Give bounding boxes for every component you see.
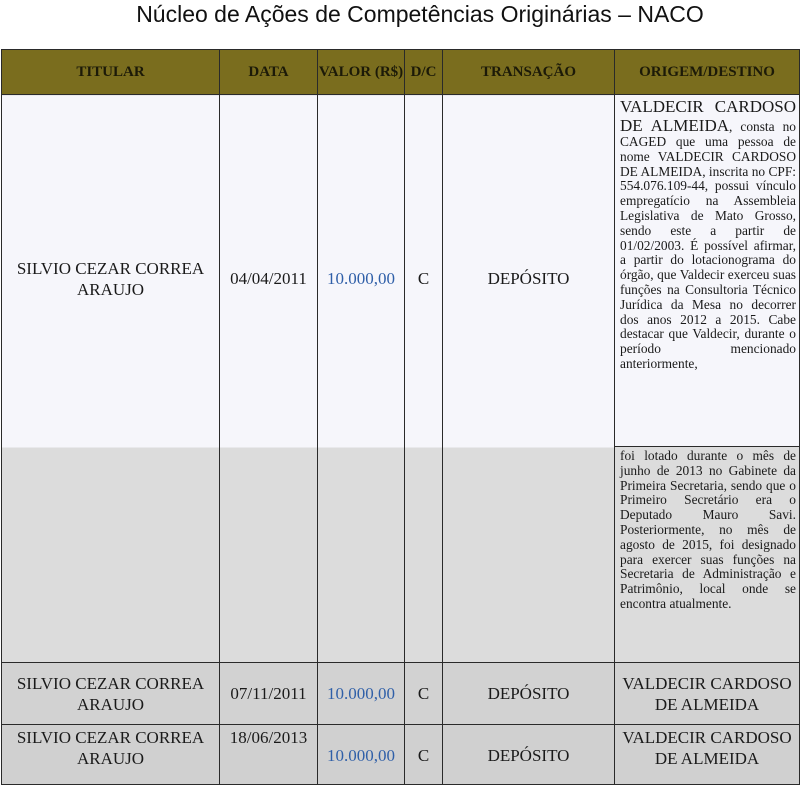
origem-cell-continued — [615, 447, 800, 663]
data-cell: 18/06/2013 — [220, 725, 318, 785]
document-title: Núcleo de Ações de Competências Originárias – NACO — [136, 1, 704, 27]
origem-cell: VALDECIR CARDOSO DE ALMEIDA — [615, 663, 800, 725]
table-header-row — [2, 50, 800, 95]
origem-cell: VALDECIR CARDOSO DE ALMEIDA — [615, 725, 800, 785]
origem-cell — [615, 95, 800, 447]
titular-cell: SILVIO CEZAR CORREA ARAUJO — [2, 725, 220, 785]
valor-text: 10.000,00 — [327, 269, 395, 288]
column-header-valor: VALOR (R$) — [318, 50, 405, 95]
dc-text: C — [417, 269, 430, 288]
valor-cell: 10.000,00 — [318, 725, 405, 785]
transacao-text: DEPÓSITO — [487, 269, 570, 288]
origem-description-part-2: foi lotado durante o mês de junho de 2013 no Gabinete da Primeira Secretaria, sendo que o Primeiro Secretário era o Deputado Mauro Savi. Posteriormente, no mês de agosto de 2015, foi designado para exercer suas funções na Secretaria de Administração e Patrimônio, local onde se encontra atualmente. — [620, 448, 796, 611]
transacao-cell: DEPÓSITO — [443, 663, 615, 725]
transactions-table — [1, 49, 800, 785]
transacao-cell — [443, 95, 615, 663]
column-header-data: DATA — [220, 50, 318, 95]
transacao-cell: DEPÓSITO — [443, 725, 615, 785]
column-header-origem: ORIGEM/DESTINO — [615, 50, 800, 95]
dc-cell: C — [405, 725, 443, 785]
column-header-dc: D/C — [405, 50, 443, 95]
dc-cell: C — [405, 663, 443, 725]
table-row — [2, 95, 800, 447]
origem-name: VALDECIR CARDOSO DE ALMEIDA — [620, 97, 796, 135]
titular-cell — [2, 95, 220, 663]
titular-cell: SILVIO CEZAR CORREA ARAUJO — [2, 663, 220, 725]
valor-cell: 10.000,00 — [318, 663, 405, 725]
column-header-titular: TITULAR — [2, 50, 220, 95]
dc-cell — [405, 95, 443, 663]
valor-cell — [318, 95, 405, 663]
data-cell: 07/11/2011 — [220, 663, 318, 725]
table-row — [2, 725, 800, 785]
data-cell — [220, 95, 318, 663]
document-header — [0, 0, 800, 40]
table-row — [2, 663, 800, 725]
data-text: 04/04/2011 — [230, 269, 307, 288]
titular-text: SILVIO CEZAR CORREA ARAUJO — [16, 258, 205, 299]
column-header-transacao: TRANSAÇÃO — [443, 50, 615, 95]
origem-description-part-1: , consta no CAGED que uma pessoa de nome VALDECIR CARDOSO DE ALMEIDA, inscrita no CPF: 554.076.109-44, possui vínculo empregatício na Assembleia Legislativa de Mato Grosso, sendo este a partir de 01/02/2003. É possível afirmar, a partir do lotacionograma do órgão, que Valdecir exerceu suas funções na Consultoria Técnico Jurídica da Mesa no decorrer dos anos 2012 a 2015. Cabe destacar que Valdecir, durante o período mencionado anteriormente, — [620, 119, 796, 371]
